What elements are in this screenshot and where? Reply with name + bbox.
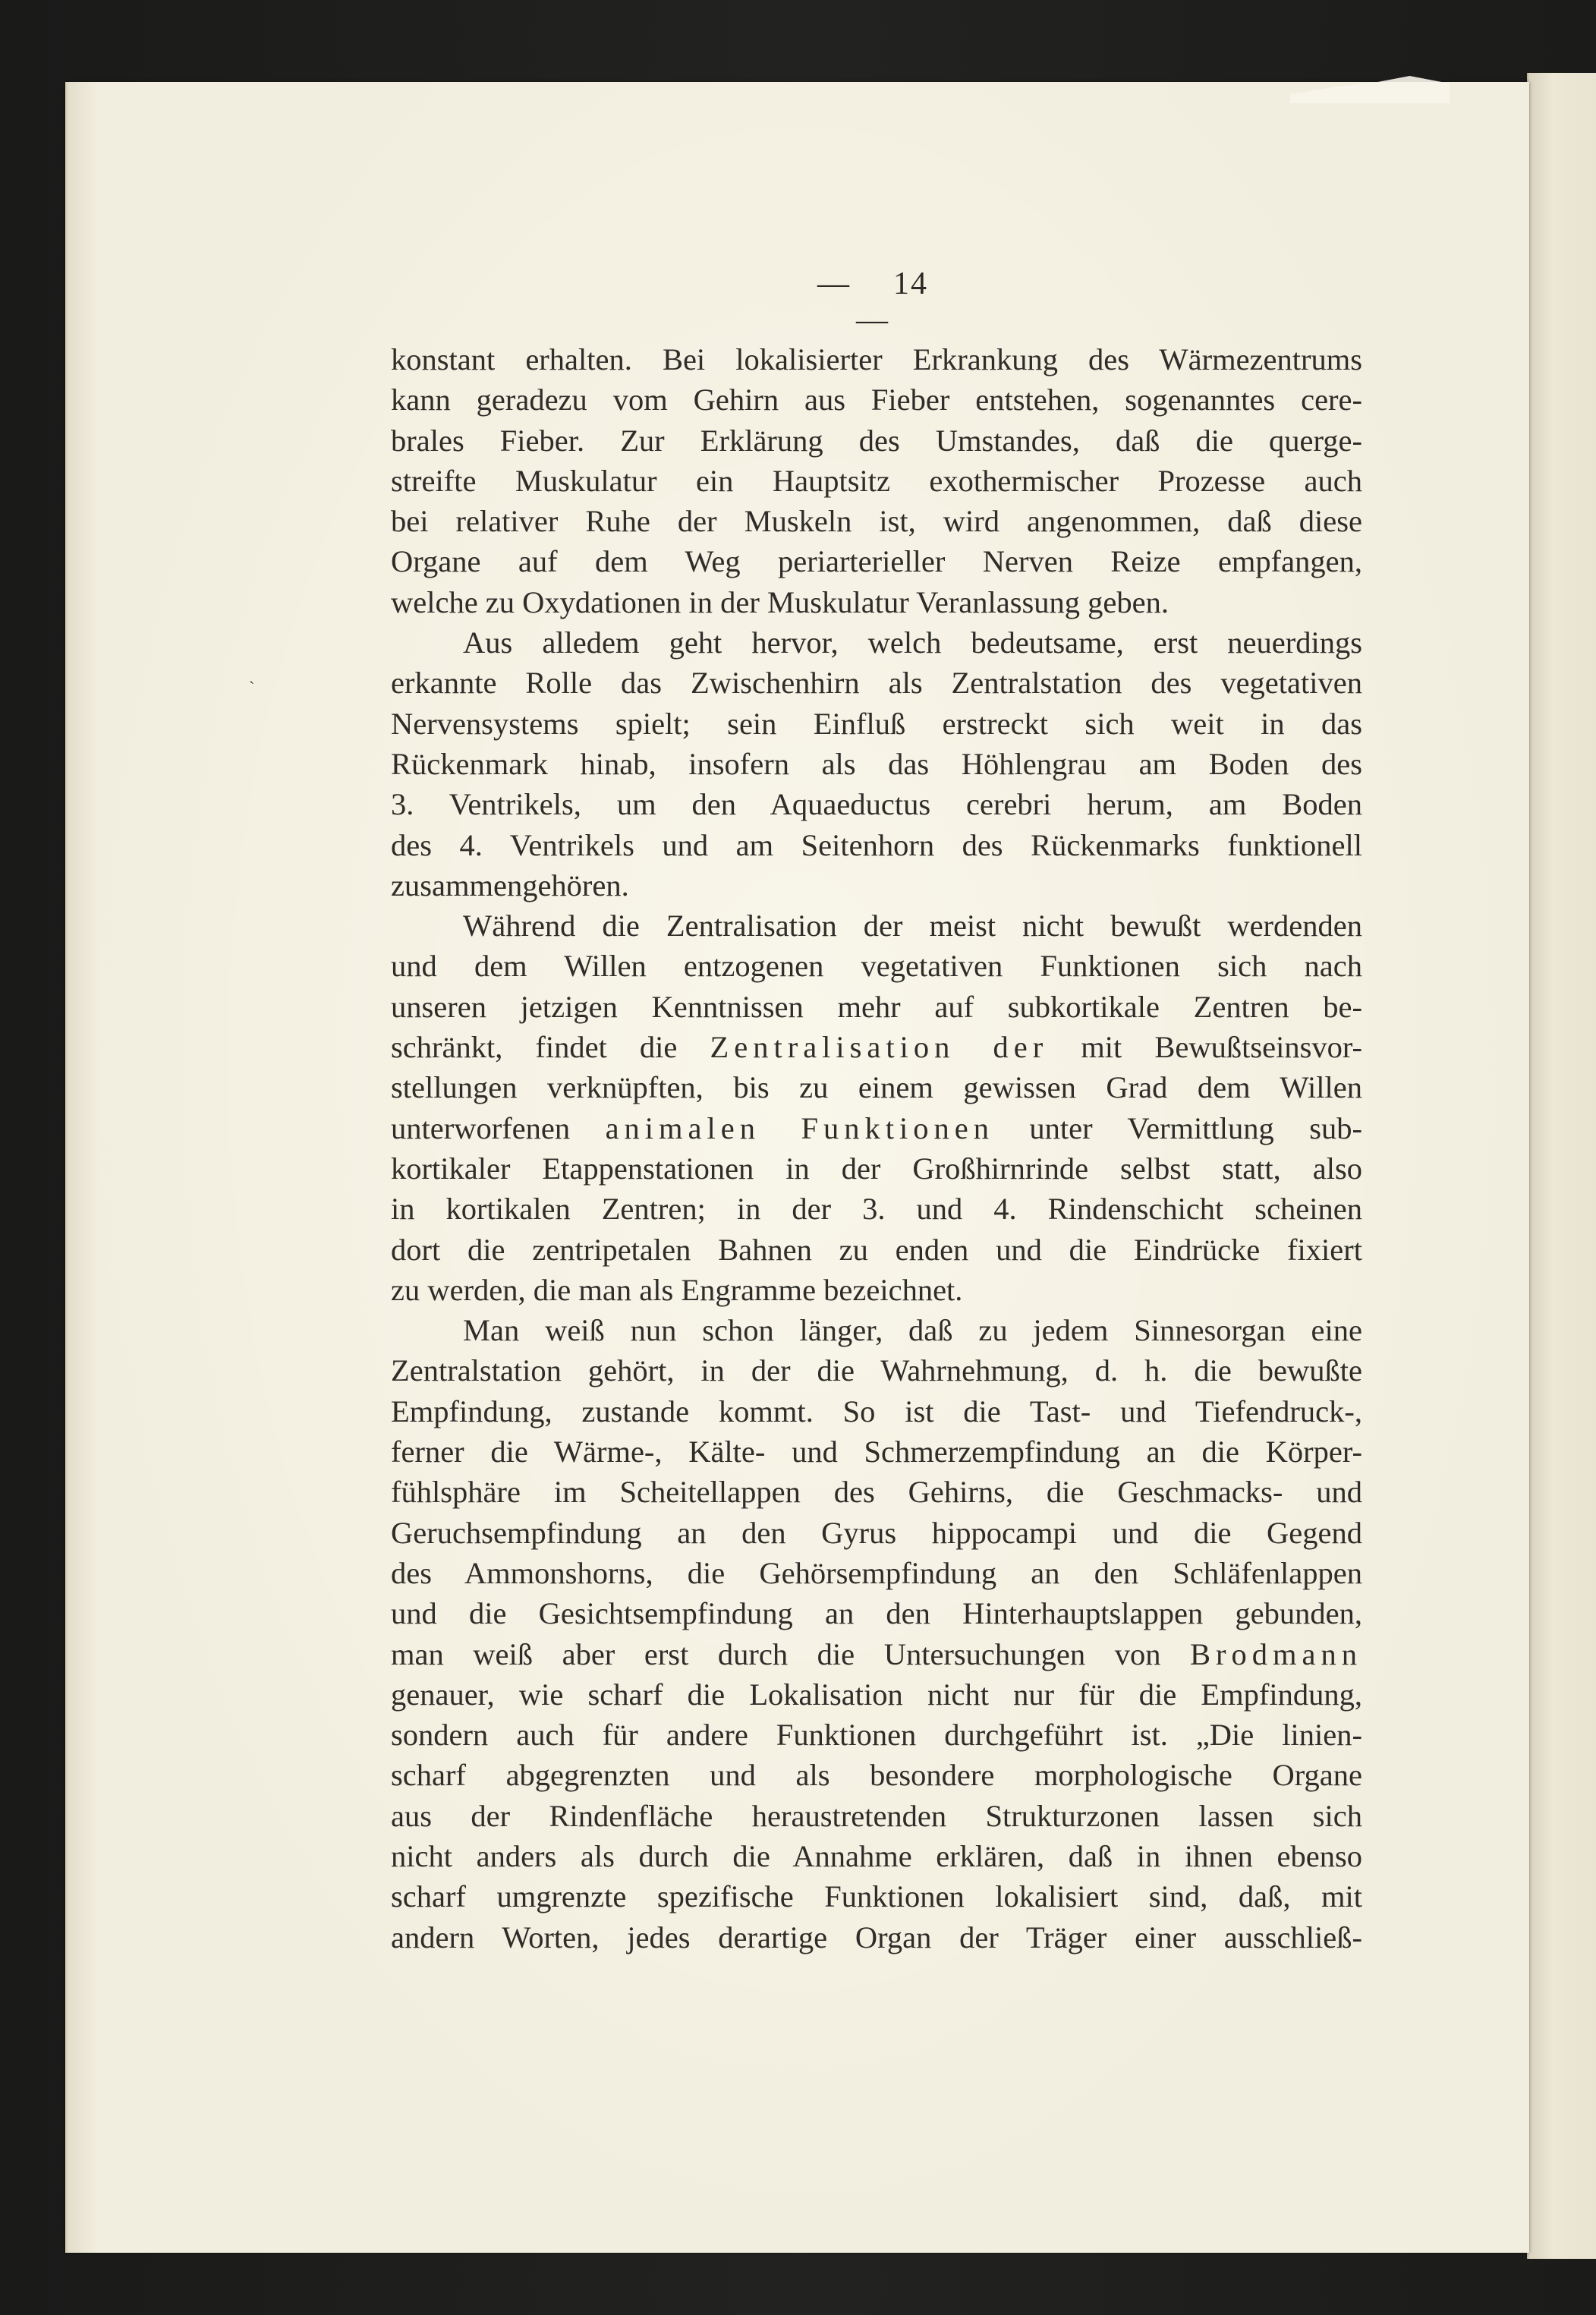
next-page-edge xyxy=(1527,73,1596,2259)
text-line xyxy=(391,946,1362,986)
text-segment: kortikaler Etappenstationen in der Großhirnrinde selbst statt, also xyxy=(391,1151,1362,1186)
text-line xyxy=(391,1634,1362,1674)
text-segment: brales Fieber. Zur Erklärung des Umstandes, daß die querge- xyxy=(391,423,1362,458)
text-line xyxy=(391,1876,1362,1917)
text-segment: man weiß aber erst durch die Untersuchungen von xyxy=(391,1636,1191,1671)
text-segment: erkannte Rolle das Zwischenhirn als Zentralstation des vegetativen xyxy=(391,666,1362,701)
text-line xyxy=(391,1755,1362,1795)
text-line xyxy=(391,1067,1362,1107)
text-segment: und die Gesichtsempfindung an den Hinterhauptslappen gebunden, xyxy=(391,1596,1362,1631)
header-dash-right: — xyxy=(856,303,889,338)
text-line xyxy=(391,784,1362,824)
text-segment: konstant erhalten. Bei lokalisierter Erkrankung des Wärmezentrums xyxy=(391,342,1362,376)
text-segment: Organe auf dem Weg periarterieller Nerven Reize empfangen, xyxy=(391,544,1362,579)
text-segment: bei relativer Ruhe der Muskeln ist, wird angenommen, daß diese xyxy=(391,504,1362,539)
text-line xyxy=(391,1350,1362,1391)
text-line xyxy=(391,1310,1362,1350)
text-segment: Nervensystems spielt; sein Einfluß erstreckt sich weit in das xyxy=(391,706,1362,741)
text-line xyxy=(391,744,1362,784)
text-segment: dort die zentripetalen Bahnen zu enden und die Eindrücke fixiert xyxy=(391,1232,1362,1267)
text-segment: in kortikalen Zentren; in der 3. und 4. Rindenschicht scheinen xyxy=(391,1192,1362,1227)
text-line xyxy=(391,420,1362,461)
text-segment: und dem Willen entzogenen vegetativen Funktionen sich nach xyxy=(391,949,1362,984)
text-segment: mit Bewußtseinsvor- xyxy=(1048,1030,1362,1065)
text-line xyxy=(391,461,1362,501)
text-line xyxy=(391,1108,1362,1148)
text-segment: nicht anders als durch die Annahme erklären, daß in ihnen ebenso xyxy=(391,1838,1362,1873)
text-segment: Aus alledem geht hervor, welch bedeutsame, erst neuerdings xyxy=(463,625,1362,660)
text-segment: zusammengehören. xyxy=(391,868,629,902)
text-segment: Während die Zentralisation der meist nicht bewußt werdenden xyxy=(463,909,1362,943)
paragraph xyxy=(391,906,1362,1310)
text-segment: kann geradezu vom Gehirn aus Fieber entstehen, sogenanntes cere- xyxy=(391,383,1362,417)
text-line xyxy=(391,906,1362,946)
text-segment: unseren jetzigen Kenntnissen mehr auf subkortikale Zentren be- xyxy=(391,989,1362,1024)
paragraph xyxy=(391,339,1362,622)
text-segment: des Ammonshorns, die Gehörsempfindung an den Schläfenlappen xyxy=(391,1555,1362,1590)
emphasized-text: Brodmann xyxy=(1190,1636,1362,1671)
text-line xyxy=(391,541,1362,581)
text-segment: welche zu Oxydationen in der Muskulatur Veranlassung geben. xyxy=(391,584,1169,619)
text-line xyxy=(391,1715,1362,1755)
text-line xyxy=(391,987,1362,1027)
text-segment: des 4. Ventrikels und am Seitenhorn des Rückenmarks funktionell xyxy=(391,827,1362,862)
page-header xyxy=(759,266,987,339)
text-line xyxy=(391,704,1362,744)
text-line xyxy=(391,865,1362,906)
text-segment: ferner die Wärme-, Kälte- und Schmerzempfindung an die Körper- xyxy=(391,1435,1362,1469)
text-segment: Rückenmark hinab, insofern als das Höhlengrau am Boden des xyxy=(391,746,1362,781)
text-line xyxy=(391,1027,1362,1067)
text-segment: andern Worten, jedes derartige Organ der Träger einer ausschließ- xyxy=(391,1920,1362,1954)
text-line xyxy=(391,339,1362,380)
paragraph xyxy=(391,1310,1362,1958)
text-line xyxy=(391,1148,1362,1189)
text-line xyxy=(391,1917,1362,1958)
text-segment: unterworfenen xyxy=(391,1110,606,1145)
text-segment: unter Vermittlung sub- xyxy=(993,1110,1362,1145)
text-segment: scharf abgegrenzten und als besondere morphologische Organe xyxy=(391,1758,1362,1793)
text-segment: streifte Muskulatur ein Hauptsitz exothermischer Prozesse auch xyxy=(391,463,1362,498)
text-line xyxy=(391,1796,1362,1836)
text-line xyxy=(391,1189,1362,1229)
emphasized-text: animalen Funktionen xyxy=(605,1110,994,1145)
text-line xyxy=(391,582,1362,622)
page-number: 14 xyxy=(893,266,928,301)
text-line xyxy=(391,1391,1362,1432)
text-line xyxy=(391,1230,1362,1270)
text-line xyxy=(391,622,1362,663)
text-line xyxy=(391,1270,1362,1310)
text-line xyxy=(391,1836,1362,1876)
text-line xyxy=(391,1674,1362,1715)
paragraph xyxy=(391,622,1362,906)
text-segment: schränkt, findet die xyxy=(391,1030,710,1065)
text-segment: sondern auch für andere Funktionen durchgeführt ist. „Die linien- xyxy=(391,1718,1362,1753)
text-segment: scharf umgrenzte spezifische Funktionen lokalisiert sind, daß, mit xyxy=(391,1879,1362,1914)
text-line xyxy=(391,380,1362,420)
header-dash-left: — xyxy=(817,266,851,301)
text-segment: Geruchsempfindung an den Gyrus hippocampi und die Gegend xyxy=(391,1515,1362,1550)
text-line xyxy=(391,1553,1362,1593)
emphasized-text: Zentralisation der xyxy=(710,1030,1049,1065)
text-segment: Empfindung, zustande kommt. So ist die Tast- und Tiefendruck-, xyxy=(391,1394,1362,1428)
text-line xyxy=(391,825,1362,865)
text-segment: 3. Ventrikels, um den Aquaeductus cerebri herum, am Boden xyxy=(391,787,1362,822)
text-segment: fühlsphäre im Scheitellappen des Gehirns, die Geschmacks- und xyxy=(391,1475,1362,1510)
text-segment: genauer, wie scharf die Lokalisation nicht nur für die Empfindung, xyxy=(391,1677,1362,1712)
text-segment: zu werden, die man als Engramme bezeichnet. xyxy=(391,1272,963,1307)
stray-mark: ` xyxy=(249,678,255,697)
text-line xyxy=(391,1472,1362,1512)
text-segment: Man weiß nun schon länger, daß zu jedem Sinnesorgan eine xyxy=(463,1313,1362,1348)
body-text xyxy=(391,339,1362,1958)
text-line xyxy=(391,1432,1362,1472)
text-segment: aus der Rindenfläche heraustretenden Strukturzonen lassen sich xyxy=(391,1798,1362,1833)
text-segment: stellungen verknüpften, bis zu einem gewissen Grad dem Willen xyxy=(391,1070,1362,1105)
text-segment: Zentralstation gehört, in der die Wahrnehmung, d. h. die bewußte xyxy=(391,1353,1362,1388)
text-line xyxy=(391,1513,1362,1553)
text-line xyxy=(391,663,1362,703)
text-line xyxy=(391,501,1362,541)
text-line xyxy=(391,1593,1362,1633)
